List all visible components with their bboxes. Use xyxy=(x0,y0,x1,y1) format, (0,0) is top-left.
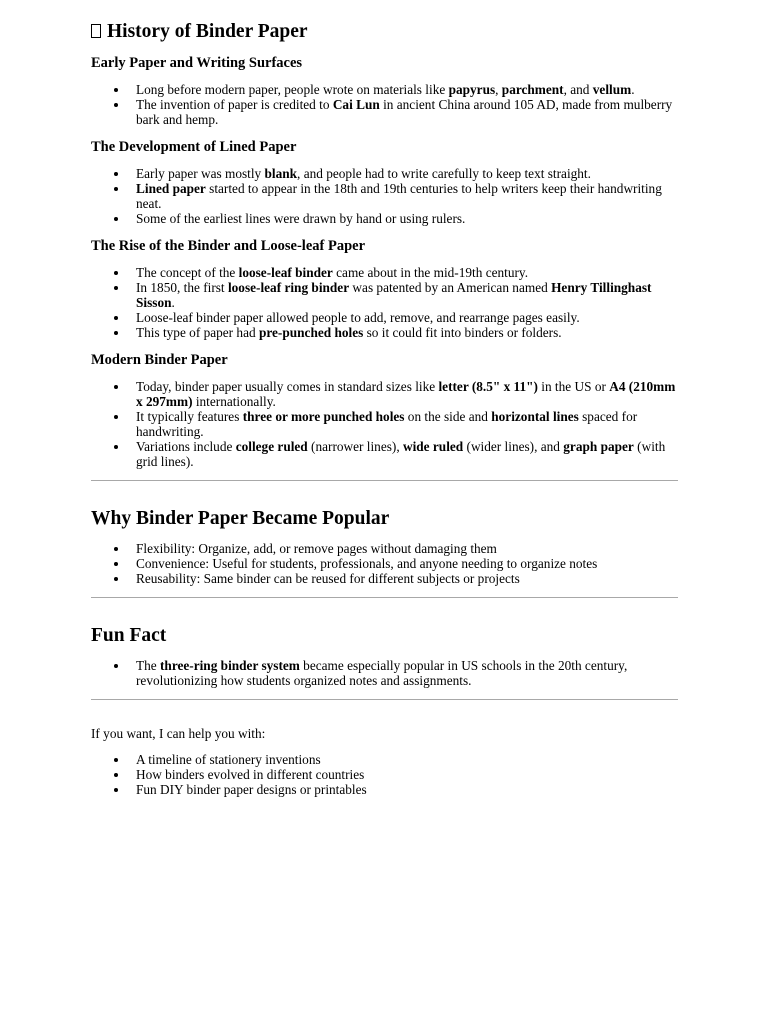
bold-text: wide ruled xyxy=(402,439,464,454)
document-title xyxy=(91,20,678,44)
section-heading: Modern Binder Paper xyxy=(91,352,228,368)
bold-text: three-ring binder system xyxy=(160,658,300,673)
text-run: Variations include xyxy=(136,439,236,454)
list-item xyxy=(136,541,678,556)
bold-text: loose-leaf binder xyxy=(238,265,333,280)
text-run: so it could fit into binders or folders. xyxy=(363,325,562,340)
list-item xyxy=(136,181,678,211)
missing-glyph-icon xyxy=(91,24,101,38)
list-item xyxy=(136,265,678,280)
bullet-list xyxy=(91,658,678,688)
text-run: spaced for handwriting. xyxy=(136,409,638,439)
text-run: came about in the mid-19th century. xyxy=(332,265,529,280)
list-item xyxy=(136,325,678,340)
text-run: , and xyxy=(563,82,593,97)
section-heading: Early Paper and Writing Surfaces xyxy=(91,55,303,71)
text-run: A timeline of stationery inventions xyxy=(136,752,321,767)
bold-text: vellum xyxy=(592,82,632,97)
bold-text: Henry Tillinghast Sisson xyxy=(136,280,652,310)
text-run: Today, binder paper usually comes in standard sizes like xyxy=(136,379,439,394)
section-heading: The Development of Lined Paper xyxy=(91,139,297,155)
history-sections xyxy=(91,54,678,469)
section-offer xyxy=(91,726,678,797)
text-run: The invention of paper is credited to xyxy=(136,97,333,112)
text-run: Flexibility: Organize, add, or remove pages without damaging them xyxy=(136,541,497,556)
text-run: It typically features xyxy=(136,409,243,424)
text-run: was patented by an American named xyxy=(349,280,552,295)
text-run: Early paper was mostly xyxy=(136,166,265,181)
list-item xyxy=(136,767,678,782)
text-run: (with grid lines). xyxy=(136,439,666,469)
bold-text: graph paper xyxy=(563,439,634,454)
offer-intro: If you want, I can help you with: xyxy=(91,726,266,741)
bullet-list xyxy=(91,82,678,127)
section-binder-rise xyxy=(91,237,678,340)
text-run: The concept of the xyxy=(136,265,239,280)
bold-text: loose-leaf ring binder xyxy=(227,280,350,295)
section-heading: The Rise of the Binder and Loose-leaf Paper xyxy=(91,238,366,254)
text-run: This type of paper had xyxy=(136,325,259,340)
bold-text: Cai Lun xyxy=(332,97,380,112)
text-run: In 1850, the first xyxy=(136,280,228,295)
list-item xyxy=(136,571,678,586)
text-run: . xyxy=(171,295,175,310)
bold-text: college ruled xyxy=(235,439,308,454)
list-item xyxy=(136,211,678,226)
list-item xyxy=(136,752,678,767)
section-heading: Why Binder Paper Became Popular xyxy=(91,508,390,529)
text-run: Convenience: Useful for students, professionals, and anyone needing to organize notes xyxy=(136,556,598,571)
bold-text: three or more punched holes xyxy=(242,409,405,424)
list-item xyxy=(136,782,678,797)
text-run: in the US or xyxy=(537,379,610,394)
text-run: . xyxy=(631,82,635,97)
text-run: The xyxy=(136,658,160,673)
text-run: Reusability: Same binder can be reused for different subjects or projects xyxy=(136,571,520,586)
text-run: on the side and xyxy=(404,409,492,424)
section-why-popular xyxy=(91,507,678,586)
list-item xyxy=(136,280,678,310)
section-lined-paper xyxy=(91,138,678,226)
bold-text: Lined paper xyxy=(136,181,206,196)
bullet-list xyxy=(91,541,678,586)
bullet-list xyxy=(91,752,678,797)
text-run: , and people had to write carefully to keep text straight. xyxy=(297,166,591,181)
bullet-list xyxy=(91,265,678,340)
text-run: , xyxy=(495,82,502,97)
text-run: (narrower lines), xyxy=(307,439,403,454)
list-item xyxy=(136,556,678,571)
bold-text: pre-punched holes xyxy=(258,325,364,340)
list-item xyxy=(136,97,678,127)
text-run: internationally. xyxy=(192,394,276,409)
bullet-list xyxy=(91,379,678,469)
text-run: Loose-leaf binder paper allowed people to add, remove, and rearrange pages easily. xyxy=(136,310,580,325)
bold-text: blank xyxy=(264,166,298,181)
bold-text: A4 (210mm x 297mm) xyxy=(136,379,676,409)
text-run: became especially popular in US schools in the 20th century, revolutionizing how students organized notes and assignments. xyxy=(136,658,628,688)
list-item xyxy=(136,658,678,688)
bullet-list xyxy=(91,166,678,226)
bold-text: papyrus xyxy=(448,82,496,97)
bold-text: parchment xyxy=(501,82,564,97)
text-run: started to appear in the 18th and 19th centuries to help writers keep their handwriting neat. xyxy=(136,181,662,211)
section-heading: Fun Fact xyxy=(91,625,167,646)
list-item xyxy=(136,439,678,469)
list-item xyxy=(136,409,678,439)
text-run: Some of the earliest lines were drawn by hand or using rulers. xyxy=(136,211,466,226)
section-modern-binder xyxy=(91,351,678,469)
bold-text: horizontal lines xyxy=(491,409,579,424)
text-run: Long before modern paper, people wrote on materials like xyxy=(136,82,449,97)
list-item xyxy=(136,310,678,325)
section-early-paper xyxy=(91,54,678,127)
text-run: (wider lines), and xyxy=(463,439,564,454)
list-item xyxy=(136,379,678,409)
text-run: How binders evolved in different countries xyxy=(136,767,365,782)
list-item xyxy=(136,166,678,181)
section-fun-fact xyxy=(91,624,678,688)
bold-text: letter (8.5" x 11") xyxy=(438,379,538,394)
text-run: Fun DIY binder paper designs or printables xyxy=(136,782,367,797)
document-title-text: History of Binder Paper xyxy=(107,21,308,42)
list-item xyxy=(136,82,678,97)
text-run: in ancient China around 105 AD, made from mulberry bark and hemp. xyxy=(136,97,673,127)
